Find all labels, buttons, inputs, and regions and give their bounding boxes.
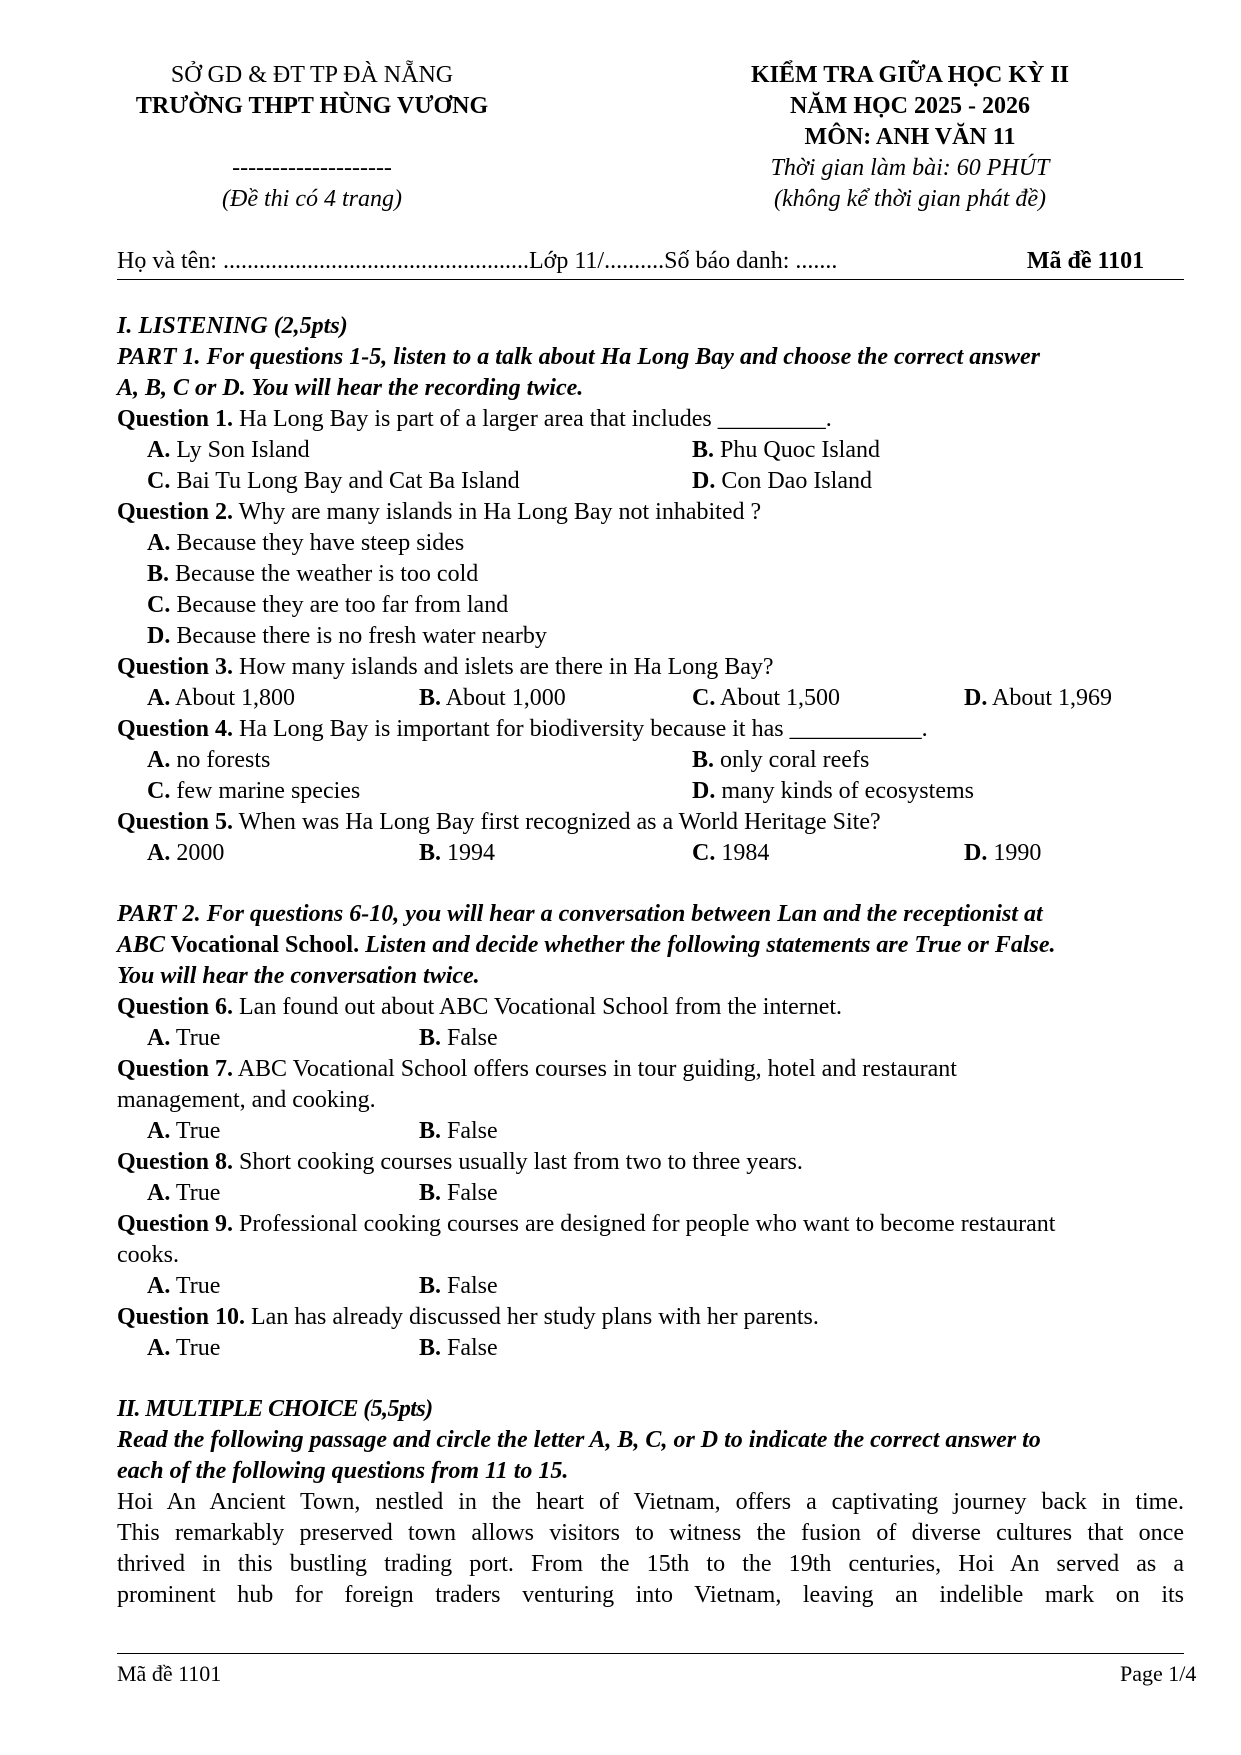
- option-true[interactable]: A. True: [147, 1273, 221, 1299]
- section-title-multiple-choice: II. MULTIPLE CHOICE (5,5pts): [117, 1396, 433, 1422]
- options-row: [117, 1178, 1184, 1209]
- option-false[interactable]: B. False: [419, 1118, 498, 1144]
- question-7: Question 7. ABC Vocational School offers courses in tour guiding, hotel and restaurant: [117, 1056, 957, 1082]
- option-b[interactable]: B. Phu Quoc Island: [692, 437, 880, 463]
- option-a[interactable]: A. Ly Son Island: [147, 437, 310, 463]
- subject: MÔN: ANH VĂN 11: [804, 124, 1016, 150]
- option-c[interactable]: C. Bai Tu Long Bay and Cat Ba Island: [147, 468, 520, 494]
- option-b[interactable]: B. About 1,000: [419, 685, 566, 711]
- time-limit: Thời gian làm bài: 60 PHÚT: [770, 155, 1050, 181]
- options-row: [117, 683, 1184, 714]
- options-row: [117, 435, 1184, 466]
- option-false[interactable]: B. False: [419, 1335, 498, 1361]
- header-left: [117, 60, 507, 215]
- options-row: [117, 528, 1184, 559]
- passage-line: This remarkably preserved town allows visitors to witness the fusion of diverse cultures that once: [117, 1520, 1184, 1546]
- option-true[interactable]: A. True: [147, 1025, 221, 1051]
- option-c[interactable]: C. Because they are too far from land: [147, 592, 509, 618]
- question-10: Question 10. Lan has already discussed her study plans with her parents.: [117, 1304, 819, 1330]
- part2-instruction-line2: ABC Vocational School. Listen and decide whether the following statements are True or False.: [117, 932, 1056, 958]
- option-d[interactable]: D. Con Dao Island: [692, 468, 872, 494]
- school-name: TRƯỜNG THPT HÙNG VƯƠNG: [135, 93, 489, 119]
- question-text: How many islands and islets are there in Ha Long Bay?: [233, 654, 774, 680]
- options-row: [117, 1271, 1184, 1302]
- question-5: [117, 807, 1184, 838]
- question-3: [117, 652, 1184, 683]
- option-false[interactable]: B. False: [419, 1180, 498, 1206]
- question-text: When was Ha Long Bay first recognized as a World Heritage Site?: [233, 809, 881, 835]
- question-text: Ha Long Bay is part of a larger area that includes _________.: [233, 406, 832, 432]
- options-row: [117, 1023, 1184, 1054]
- options-row: [117, 590, 1184, 621]
- question-8: Question 8. Short cooking courses usually last from two to three years.: [117, 1149, 803, 1175]
- exam-content: [117, 311, 1184, 1611]
- section2-instruction-line1: Read the following passage and circle the letter A, B, C, or D to indicate the correct answer to: [117, 1427, 1041, 1453]
- option-a[interactable]: A. 2000: [147, 840, 225, 866]
- option-d[interactable]: D. many kinds of ecosystems: [692, 778, 974, 804]
- header-right: [705, 60, 1115, 215]
- part2-instruction-line1: PART 2. For questions 6-10, you will hear a conversation between Lan and the receptionist at: [117, 901, 1043, 927]
- question-text: Ha Long Bay is important for biodiversity because it has ___________.: [233, 716, 928, 742]
- passage-line: thrived in this bustling trading port. From the 15th to the 19th centuries, Hoi An served as a: [117, 1551, 1184, 1577]
- section-title-listening: I. LISTENING (2,5pts): [117, 313, 348, 339]
- header-dashes: --------------------: [232, 155, 392, 181]
- option-true[interactable]: A. True: [147, 1180, 221, 1206]
- question-9: Question 9. Professional cooking courses are designed for people who want to become restaurant: [117, 1211, 1056, 1237]
- question-label: Question 3.: [117, 654, 234, 680]
- option-c[interactable]: C. 1984: [692, 840, 770, 866]
- option-c[interactable]: C. About 1,500: [692, 685, 841, 711]
- options-row: [117, 838, 1184, 869]
- school-year: NĂM HỌC 2025 - 2026: [790, 93, 1030, 119]
- options-row: [117, 745, 1184, 776]
- option-true[interactable]: A. True: [147, 1118, 221, 1144]
- footer-exam-code: Mã đề 1101: [117, 1661, 222, 1686]
- option-d[interactable]: D. Because there is no fresh water nearby: [147, 623, 547, 649]
- exam-title: KIỂM TRA GIỮA HỌC KỲ II: [750, 62, 1070, 88]
- option-a[interactable]: A. About 1,800: [147, 685, 296, 711]
- question-text: Why are many islands in Ha Long Bay not inhabited ?: [233, 499, 762, 525]
- footer-divider: [117, 1653, 1184, 1654]
- footer-page-number: Page 1/4: [1120, 1661, 1197, 1686]
- student-info-line: [117, 245, 1184, 277]
- question-4: [117, 714, 1184, 745]
- student-info-fields: Họ và tên: ...................................................Lớp 11/..........Số báo danh: .......: [117, 248, 838, 274]
- question-label: Question 2.: [117, 499, 234, 525]
- info-underline: [117, 279, 1184, 280]
- option-b[interactable]: B. only coral reefs: [692, 747, 870, 773]
- option-true[interactable]: A. True: [147, 1335, 221, 1361]
- option-a[interactable]: A. Because they have steep sides: [147, 530, 465, 556]
- question-7-continued: management, and cooking.: [117, 1087, 376, 1113]
- question-label: Question 4.: [117, 716, 234, 742]
- time-note: (không kể thời gian phát đề): [773, 186, 1047, 212]
- passage-line: prominent hub for foreign traders venturing into Vietnam, leaving an indelible mark on its: [117, 1582, 1184, 1608]
- exam-code: Mã đề 1101: [1026, 248, 1145, 274]
- options-row: [117, 466, 1184, 497]
- option-b[interactable]: B. 1994: [419, 840, 496, 866]
- options-row: [117, 559, 1184, 590]
- passage-line: Hoi An Ancient Town, nestled in the heart of Vietnam, offers a captivating journey back in time.: [117, 1489, 1184, 1515]
- question-6: Question 6. Lan found out about ABC Vocational School from the internet.: [117, 994, 843, 1020]
- part1-instruction-line2: A, B, C or D. You will hear the recording twice.: [117, 375, 584, 401]
- options-row: [117, 776, 1184, 807]
- option-false[interactable]: B. False: [419, 1025, 498, 1051]
- section2-instruction-line2: each of the following questions from 11 to 15.: [117, 1458, 569, 1484]
- option-a[interactable]: A. no forests: [147, 747, 271, 773]
- department-name: SỞ GD & ĐT TP ĐÀ NẴNG: [170, 62, 454, 88]
- option-false[interactable]: B. False: [419, 1273, 498, 1299]
- option-b[interactable]: B. Because the weather is too cold: [147, 561, 479, 587]
- part2-instruction-line3: You will hear the conversation twice.: [117, 963, 480, 989]
- option-d[interactable]: D. About 1,969: [964, 685, 1113, 711]
- options-row: [117, 1333, 1184, 1364]
- option-d[interactable]: D. 1990: [964, 840, 1042, 866]
- options-row: [117, 621, 1184, 652]
- options-row: [117, 1116, 1184, 1147]
- question-9-continued: cooks.: [117, 1242, 179, 1268]
- part1-instruction-line1: PART 1. For questions 1-5, listen to a talk about Ha Long Bay and choose the correct answer: [117, 344, 1040, 370]
- question-2: [117, 497, 1184, 528]
- question-label: Question 5.: [117, 809, 234, 835]
- pages-note: (Đề thi có 4 trang): [222, 186, 402, 212]
- option-c[interactable]: C. few marine species: [147, 778, 361, 804]
- question-label: Question 1.: [117, 406, 234, 432]
- question-1: [117, 404, 1184, 435]
